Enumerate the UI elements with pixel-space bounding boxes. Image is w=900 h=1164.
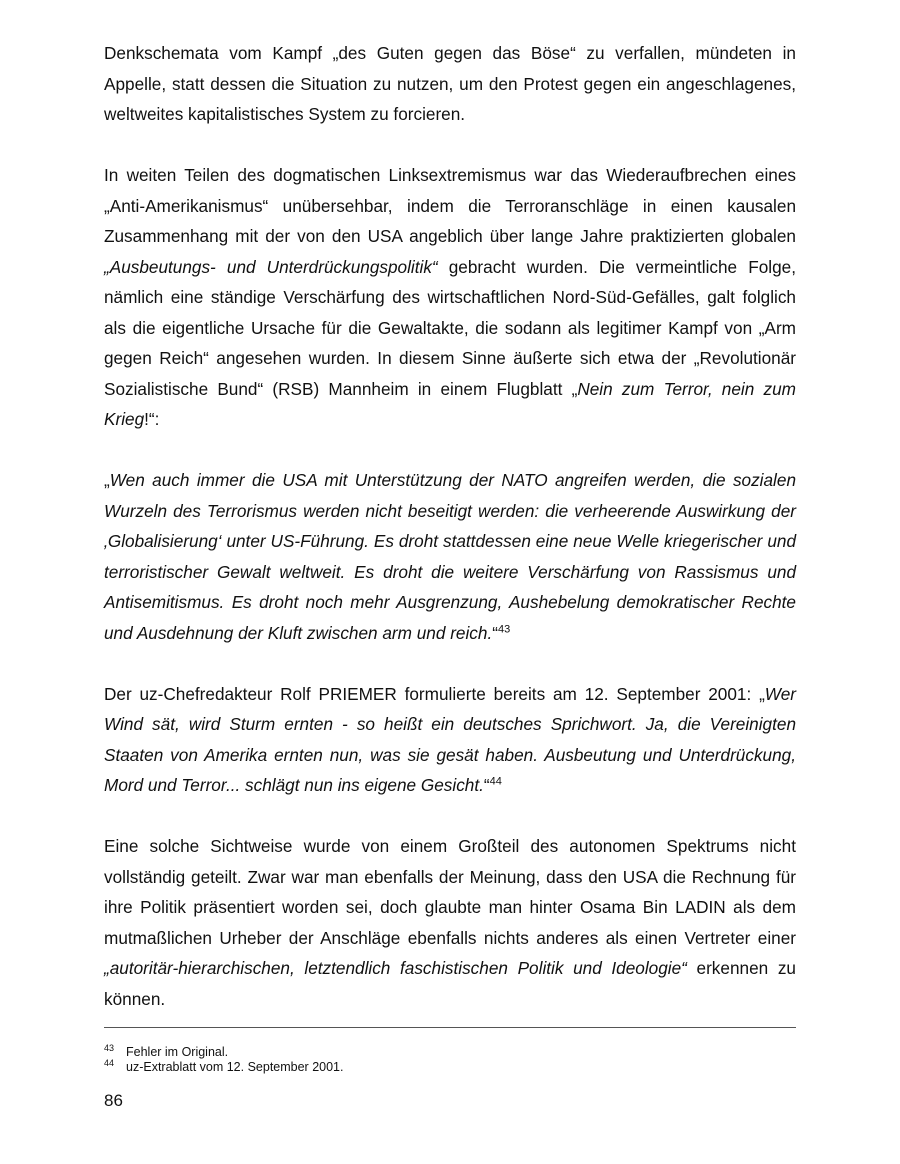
paragraph-5-italic-phrase: „autoritär-hierarchischen, letztendlich faschistischen Politik und Ideologie“: [104, 958, 687, 978]
footnote-text: uz-Extrablatt vom 12. September 2001.: [126, 1060, 344, 1074]
paragraph-2: [104, 160, 796, 435]
quote-close-mark: “: [492, 622, 498, 643]
paragraph-2-text-a: In weiten Teilen des dogmatischen Linksextremismus war das Wiederaufbrechen eines „Anti-Amerikanismus“ unübersehbar, indem die Terroranschläge in einen kausalen Zusammenhang mit der von den USA angeblich über lange Jahre praktizierten globalen: [104, 165, 796, 246]
paragraph-5: [104, 831, 796, 1014]
footnote-43: [104, 1045, 343, 1060]
page-number: 86: [104, 1091, 123, 1110]
paragraph-4: [104, 679, 796, 801]
footnote-number: 44: [104, 1058, 115, 1068]
footnote-ref-43[interactable]: 43: [497, 622, 511, 635]
quote-close-mark: “: [483, 775, 490, 795]
footnote-text: Fehler im Original.: [126, 1045, 229, 1059]
paragraph-1: [104, 38, 796, 130]
flyer-title: Nein zum Terror, nein zum Krieg: [104, 378, 796, 429]
footnotes: [104, 1045, 343, 1075]
paragraph-2-text-e: !“:: [144, 409, 160, 429]
paragraph-2-text-c: gebracht wurden. Die vermeintliche Folge, nämlich eine ständige Verschärfung des wirtschaftlichen Nord-Süd-Gefälles, galt folglich als die eigentliche Ursache für die Gewaltakte, die sodann als legitimer Kampf von „Arm gegen Reich“ angesehen wurden. In diesem Sinne äußerte sich etwa der „Revolutionär Sozialistische Bund“ (RSB) Mannheim in einem Flugblatt „: [104, 256, 796, 399]
paragraph-2-italic-phrase: „Ausbeutungs- und Unterdrückungspolitik“: [104, 256, 438, 277]
footnote-separator: [104, 1027, 796, 1028]
paragraph-5-text-c: erkennen zu können.: [104, 958, 796, 1009]
footnote-number: 43: [104, 1043, 115, 1053]
page-body: [104, 38, 796, 1014]
quote-rsb-text: Wen auch immer die USA mit Unterstützung der NATO angreifen werden, die sozialen Wurzeln des Terrorismus werden nicht beseitigt werden: die verheerende Auswirkung der ‚Globalisierung‘ unter US-Führung. Es droht stattdessen eine neue Welle kriegerischer und terroristischer Gewalt weltweit. Es droht die weitere Verschärfung von Rassismus und Antisemitismus. Es droht noch mehr Ausgrenzung, Aushebelung demokratischer Rechte und Ausdehnung der Kluft zwischen arm und reich.: [104, 470, 796, 643]
quote-open-mark: „: [104, 470, 110, 490]
quote-priemer-text: Wer Wind sät, wird Sturm ernten - so heißt ein deutsches Sprichwort. Ja, die Vereinigten Staaten von Amerika ernten nun, was sie gesät haben. Ausbeutung und Unterdrückung, Mord und Terror... schlägt nun ins eigene Gesicht.: [104, 683, 796, 795]
paragraph-5-text-a: Eine solche Sichtweise wurde von einem Großteil des autonomen Spektrums nicht vollständig geteilt. Zwar war man ebenfalls der Meinung, dass den USA die Rechnung für ihre Politik präsentiert worden sei, doch glaubte man hinter Osama Bin LADIN als dem mutmaßlichen Urheber der Anschläge ebenfalls nichts anderes als einen Vertreter einer: [104, 836, 796, 948]
paragraph-1-text: Denkschemata vom Kampf „des Guten gegen das Böse“ zu verfallen, mündeten in Appelle, statt dessen die Situation zu nutzen, um den Protest gegen ein angeschlagenes, weltweites kapitalistisches System zu forcieren.: [104, 43, 796, 124]
paragraph-4-text-a: Der uz-Chefredakteur Rolf PRIEMER formulierte bereits am 12. September 2001: „: [104, 683, 765, 704]
block-quote-rsb: [104, 465, 796, 648]
footnote-ref-44[interactable]: 44: [489, 775, 502, 788]
footnote-44: [104, 1060, 343, 1075]
